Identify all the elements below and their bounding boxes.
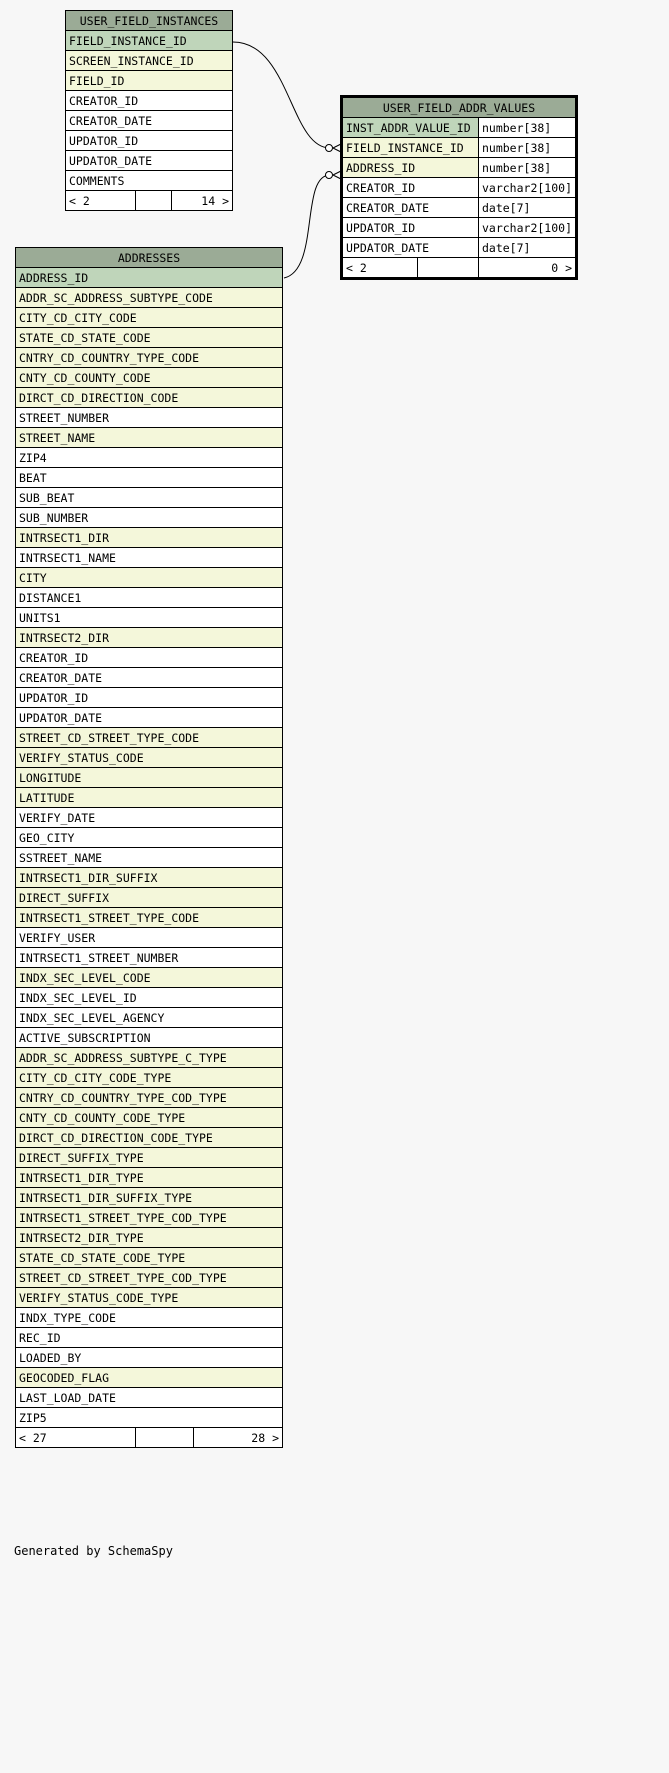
table-row[interactable]: [16, 1308, 283, 1328]
column-name[interactable]: VERIFY_STATUS_CODE: [16, 748, 283, 768]
column-name[interactable]: INDX_SEC_LEVEL_ID: [16, 988, 283, 1008]
column-name[interactable]: INTRSECT1_NAME: [16, 548, 283, 568]
column-name[interactable]: GEOCODED_FLAG: [16, 1368, 283, 1388]
table-row[interactable]: [16, 1368, 283, 1388]
table-row[interactable]: [16, 1268, 283, 1288]
table-row[interactable]: [343, 118, 576, 138]
crowfoot-address: [333, 171, 341, 179]
column-name[interactable]: VERIFY_USER: [16, 928, 283, 948]
footer-spacer: [418, 258, 479, 278]
column-name[interactable]: CREATOR_ID: [343, 178, 479, 198]
footer-spacer: [136, 191, 172, 211]
table-row[interactable]: [16, 448, 283, 468]
table-row[interactable]: [16, 768, 283, 788]
column-name[interactable]: UPDATOR_DATE: [343, 238, 479, 258]
table-row[interactable]: [343, 138, 576, 158]
table-title[interactable]: ADDRESSES: [16, 248, 283, 268]
table-row[interactable]: [16, 1328, 283, 1348]
table-row[interactable]: [16, 1008, 283, 1028]
column-name[interactable]: LAST_LOAD_DATE: [16, 1388, 283, 1408]
column-name[interactable]: SSTREET_NAME: [16, 848, 283, 868]
column-name[interactable]: STREET_NUMBER: [16, 408, 283, 428]
table-row[interactable]: [16, 748, 283, 768]
column-name[interactable]: INTRSECT1_STREET_NUMBER: [16, 948, 283, 968]
column-type: date[7]: [478, 198, 575, 218]
column-type: number[38]: [478, 158, 575, 178]
column-name[interactable]: LATITUDE: [16, 788, 283, 808]
table-row[interactable]: [16, 848, 283, 868]
column-name[interactable]: SUB_NUMBER: [16, 508, 283, 528]
column-name[interactable]: VERIFY_DATE: [16, 808, 283, 828]
table-user-field-addr-values[interactable]: [342, 97, 576, 278]
column-name[interactable]: LOADED_BY: [16, 1348, 283, 1368]
table-row[interactable]: [16, 868, 283, 888]
table-row[interactable]: [16, 368, 283, 388]
column-name[interactable]: ADDR_SC_ADDRESS_SUBTYPE_CODE: [16, 288, 283, 308]
table-row[interactable]: [16, 608, 283, 628]
column-name[interactable]: CREATOR_DATE: [16, 668, 283, 688]
table-row[interactable]: [16, 1228, 283, 1248]
column-name[interactable]: CITY: [16, 568, 283, 588]
column-name[interactable]: STATE_CD_STATE_CODE: [16, 328, 283, 348]
parent-count: < 2: [66, 191, 136, 211]
column-name[interactable]: UPDATOR_ID: [16, 688, 283, 708]
table-row[interactable]: [16, 1288, 283, 1308]
column-name[interactable]: CREATOR_ID: [16, 648, 283, 668]
table-row[interactable]: [16, 528, 283, 548]
table-row[interactable]: [66, 91, 233, 111]
table-row[interactable]: [16, 348, 283, 368]
column-name[interactable]: DISTANCE1: [16, 588, 283, 608]
column-name[interactable]: BEAT: [16, 468, 283, 488]
table-row[interactable]: [16, 1408, 283, 1428]
column-name[interactable]: CNTY_CD_COUNTY_CODE_TYPE: [16, 1108, 283, 1128]
table-row[interactable]: [16, 308, 283, 328]
table-row[interactable]: [16, 1348, 283, 1368]
column-name[interactable]: INDX_SEC_LEVEL_CODE: [16, 968, 283, 988]
column-name[interactable]: ZIP4: [16, 448, 283, 468]
table-row[interactable]: [66, 71, 233, 91]
child-count: 14 >: [172, 191, 233, 211]
table-row[interactable]: [66, 111, 233, 131]
column-name[interactable]: LONGITUDE: [16, 768, 283, 788]
table-row[interactable]: [343, 238, 576, 258]
column-name[interactable]: CNTY_CD_COUNTY_CODE: [16, 368, 283, 388]
table-row[interactable]: [16, 628, 283, 648]
table-user-field-instances[interactable]: [65, 10, 233, 211]
table-row[interactable]: [16, 828, 283, 848]
table-row[interactable]: [16, 648, 283, 668]
column-name[interactable]: UPDATOR_DATE: [66, 151, 233, 171]
table-row[interactable]: [16, 1148, 283, 1168]
table-row[interactable]: [343, 198, 576, 218]
table-row[interactable]: [16, 968, 283, 988]
table-row[interactable]: [16, 728, 283, 748]
column-name[interactable]: CREATOR_DATE: [66, 111, 233, 131]
table-row[interactable]: [16, 988, 283, 1008]
table-row[interactable]: [16, 1048, 283, 1068]
column-name[interactable]: ADDR_SC_ADDRESS_SUBTYPE_C_TYPE: [16, 1048, 283, 1068]
table-row[interactable]: [16, 928, 283, 948]
column-name[interactable]: CREATOR_DATE: [343, 198, 479, 218]
column-name[interactable]: INTRSECT1_DIR: [16, 528, 283, 548]
table-row[interactable]: [16, 488, 283, 508]
table-row[interactable]: [16, 588, 283, 608]
table-row[interactable]: [16, 408, 283, 428]
column-name[interactable]: INTRSECT2_DIR_TYPE: [16, 1228, 283, 1248]
table-row[interactable]: [16, 668, 283, 688]
column-name[interactable]: STREET_CD_STREET_TYPE_CODE: [16, 728, 283, 748]
column-type: number[38]: [478, 138, 575, 158]
table-row[interactable]: [16, 1168, 283, 1188]
table-row[interactable]: [16, 1208, 283, 1228]
table-row[interactable]: [16, 288, 283, 308]
table-row[interactable]: [16, 1388, 283, 1408]
column-type: date[7]: [478, 238, 575, 258]
table-row[interactable]: [16, 1068, 283, 1088]
relation-address-end: [326, 172, 333, 179]
column-name[interactable]: VERIFY_STATUS_CODE_TYPE: [16, 1288, 283, 1308]
table-row[interactable]: [16, 508, 283, 528]
column-name[interactable]: CNTRY_CD_COUNTRY_TYPE_COD_TYPE: [16, 1088, 283, 1108]
table-addresses[interactable]: [15, 247, 283, 1448]
column-name[interactable]: INST_ADDR_VALUE_ID: [343, 118, 479, 138]
column-name[interactable]: INDX_TYPE_CODE: [16, 1308, 283, 1328]
column-name[interactable]: UPDATOR_DATE: [16, 708, 283, 728]
table-row[interactable]: [66, 171, 233, 191]
table-title[interactable]: USER_FIELD_ADDR_VALUES: [343, 98, 576, 118]
crowfoot-field-instance: [333, 144, 341, 152]
column-type: varchar2[100]: [478, 218, 575, 238]
relation-field-instance: [233, 42, 330, 148]
footer-spacer: [136, 1428, 194, 1448]
column-name[interactable]: ZIP5: [16, 1408, 283, 1428]
column-name[interactable]: INTRSECT1_DIR_SUFFIX_TYPE: [16, 1188, 283, 1208]
column-name[interactable]: COMMENTS: [66, 171, 233, 191]
table-row[interactable]: [66, 131, 233, 151]
column-name[interactable]: FIELD_INSTANCE_ID: [66, 31, 233, 51]
column-name[interactable]: CITY_CD_CITY_CODE: [16, 308, 283, 328]
column-type: varchar2[100]: [478, 178, 575, 198]
table-row[interactable]: [343, 178, 576, 198]
table-row[interactable]: [66, 51, 233, 71]
column-name[interactable]: DIRECT_SUFFIX: [16, 888, 283, 908]
column-name[interactable]: GEO_CITY: [16, 828, 283, 848]
generated-by-text: Generated by SchemaSpy: [14, 1544, 173, 1558]
table-row[interactable]: [16, 1128, 283, 1148]
parent-count: < 27: [16, 1428, 136, 1448]
column-name[interactable]: ADDRESS_ID: [343, 158, 479, 178]
table-row[interactable]: [16, 268, 283, 288]
table-row[interactable]: [16, 1088, 283, 1108]
column-name[interactable]: INTRSECT1_DIR_SUFFIX: [16, 868, 283, 888]
table-row[interactable]: [16, 948, 283, 968]
column-name[interactable]: CNTRY_CD_COUNTRY_TYPE_CODE: [16, 348, 283, 368]
table-row[interactable]: [16, 568, 283, 588]
table-row[interactable]: [16, 908, 283, 928]
table-row[interactable]: [343, 218, 576, 238]
table-row[interactable]: [16, 888, 283, 908]
table-row[interactable]: [16, 688, 283, 708]
column-name[interactable]: SCREEN_INSTANCE_ID: [66, 51, 233, 71]
table-row[interactable]: [16, 1248, 283, 1268]
column-name[interactable]: INTRSECT1_DIR_TYPE: [16, 1168, 283, 1188]
table-row[interactable]: [16, 328, 283, 348]
table-row[interactable]: [16, 1108, 283, 1128]
column-name[interactable]: INDX_SEC_LEVEL_AGENCY: [16, 1008, 283, 1028]
table-row[interactable]: [16, 388, 283, 408]
column-name[interactable]: CREATOR_ID: [66, 91, 233, 111]
column-name[interactable]: FIELD_ID: [66, 71, 233, 91]
column-name[interactable]: REC_ID: [16, 1328, 283, 1348]
column-name[interactable]: UPDATOR_ID: [66, 131, 233, 151]
relation-address: [284, 175, 330, 278]
column-name[interactable]: DIRCT_CD_DIRECTION_CODE: [16, 388, 283, 408]
table-row[interactable]: [16, 428, 283, 448]
table-title[interactable]: USER_FIELD_INSTANCES: [66, 11, 233, 31]
table-row[interactable]: [16, 468, 283, 488]
table-row[interactable]: [16, 1188, 283, 1208]
column-name[interactable]: UNITS1: [16, 608, 283, 628]
column-type: number[38]: [478, 118, 575, 138]
column-name[interactable]: CITY_CD_CITY_CODE_TYPE: [16, 1068, 283, 1088]
column-name[interactable]: DIRCT_CD_DIRECTION_CODE_TYPE: [16, 1128, 283, 1148]
column-name[interactable]: INTRSECT1_STREET_TYPE_COD_TYPE: [16, 1208, 283, 1228]
table-row[interactable]: [66, 151, 233, 171]
column-name[interactable]: FIELD_INSTANCE_ID: [343, 138, 479, 158]
table-row[interactable]: [66, 31, 233, 51]
table-row[interactable]: [343, 158, 576, 178]
table-row[interactable]: [16, 808, 283, 828]
table-row[interactable]: [16, 708, 283, 728]
relation-field-instance-end: [326, 145, 333, 152]
table-row[interactable]: [16, 1028, 283, 1048]
table-row[interactable]: [16, 548, 283, 568]
column-name[interactable]: INTRSECT1_STREET_TYPE_CODE: [16, 908, 283, 928]
column-name[interactable]: ADDRESS_ID: [16, 268, 283, 288]
column-name[interactable]: INTRSECT2_DIR: [16, 628, 283, 648]
column-name[interactable]: DIRECT_SUFFIX_TYPE: [16, 1148, 283, 1168]
child-count: 0 >: [478, 258, 575, 278]
column-name[interactable]: STREET_CD_STREET_TYPE_COD_TYPE: [16, 1268, 283, 1288]
column-name[interactable]: STREET_NAME: [16, 428, 283, 448]
child-count: 28 >: [194, 1428, 283, 1448]
column-name[interactable]: STATE_CD_STATE_CODE_TYPE: [16, 1248, 283, 1268]
column-name[interactable]: ACTIVE_SUBSCRIPTION: [16, 1028, 283, 1048]
column-name[interactable]: UPDATOR_ID: [343, 218, 479, 238]
column-name[interactable]: SUB_BEAT: [16, 488, 283, 508]
parent-count: < 2: [343, 258, 418, 278]
table-row[interactable]: [16, 788, 283, 808]
